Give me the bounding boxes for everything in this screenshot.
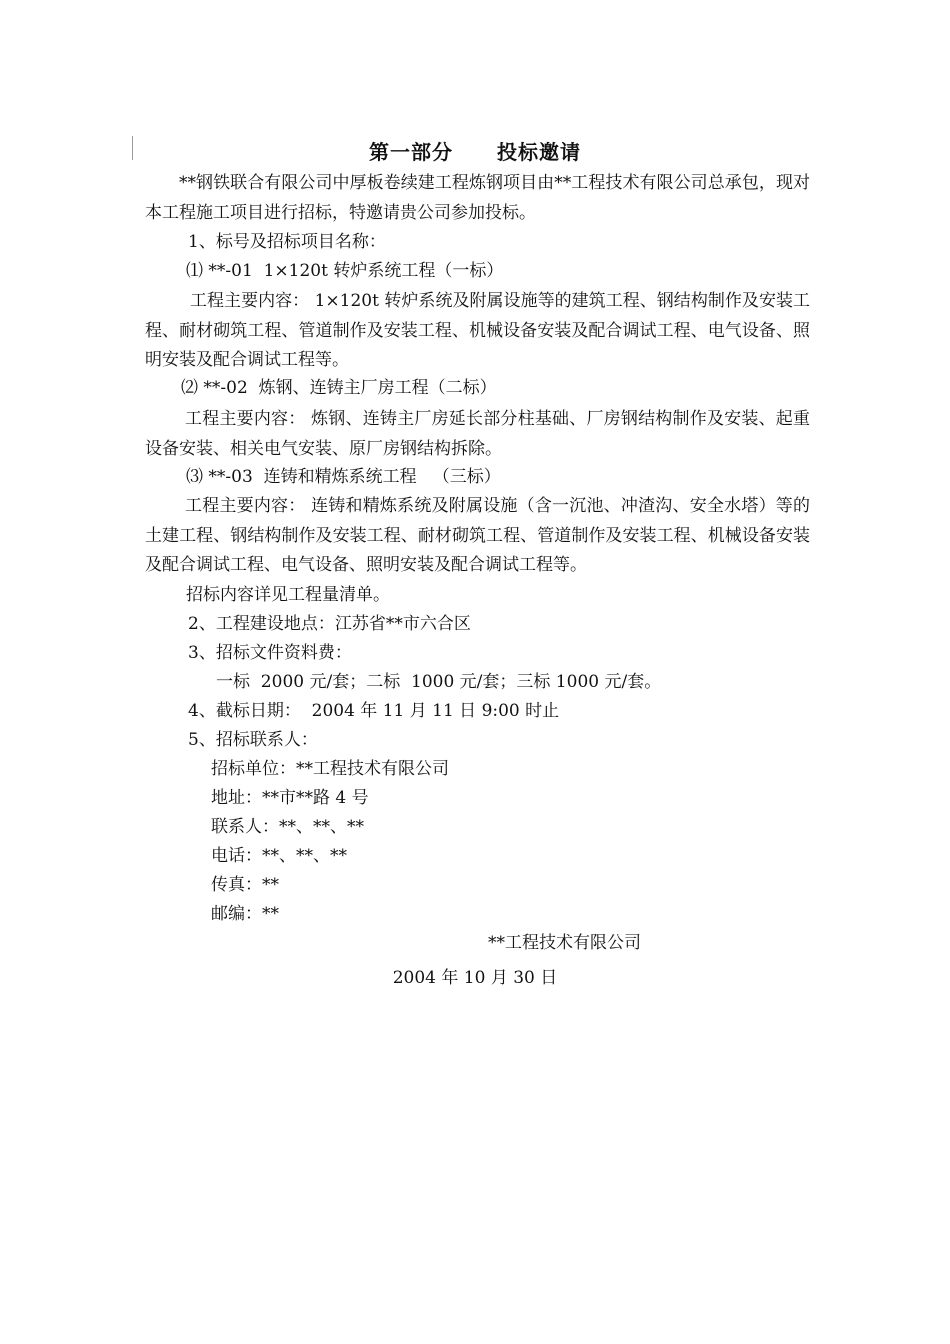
lot3-content: 工程主要内容： 连铸和精炼系统及附属设施（含一沉池、冲渣沟、安全水塔）等的土建工程、钢结构制作及安装工程、耐材砌筑工程、管道制作及安装工程、机械设备安装及配合调试工程、电气设备、照明安装及配合调试工程等。 [145,496,810,575]
lot2-content: 工程主要内容： 炼钢、连铸主厂房延长部分柱基础、厂房钢结构制作及安装、起重设备安装、相关电气安装、原厂房钢结构拆除。 [145,409,810,459]
contact-address: 地址：**市**路 4 号 [211,788,369,808]
lot1-content: 工程主要内容： 1×120t 转炉系统及附属设施等的建筑工程、钢结构制作及安装工程、耐材砌筑工程、管道制作及安装工程、机械设备安装及配合调试工程、电气设备、照明安装及配合调试工程等。 [145,291,810,370]
contact-phone: 电话：**、**、** [211,846,347,866]
signature-date: 2004 年 10 月 30 日 [392,968,558,988]
title-name: 投标邀请 [497,140,581,164]
section3-fees: 一标 2000 元/套；二标 1000 元/套；三标 1000 元/套。 [216,672,662,692]
section1-heading: 1、标号及招标项目名称： [188,232,386,252]
section5-heading: 5、招标联系人： [188,730,318,750]
lot2-heading: ⑵ **-02 炼钢、连铸主厂房工程（二标） [181,378,497,398]
section4-deadline: 4、截标日期： 2004 年 11 月 11 日 9:00 时止 [188,701,560,721]
section3-heading: 3、招标文件资料费： [188,643,352,663]
page-title [0,136,950,165]
contact-postcode: 邮编：** [211,904,279,924]
intro-paragraph: **钢铁联合有限公司中厚板卷续建工程炼钢项目由**工程技术有限公司总承包，现对本工程施工项目进行招标，特邀请贵公司参加投标。 [145,173,810,223]
lot1-heading: ⑴ **-01 1×120t 转炉系统工程（一标） [186,261,504,281]
lot3-heading: ⑶ **-03 连铸和精炼系统工程 （三标） [186,467,501,487]
title-part: 第一部分 [369,140,453,164]
contact-fax: 传真：** [211,875,279,895]
signature-company: **工程技术有限公司 [488,933,641,953]
contact-person: 联系人：**、**、** [211,817,364,837]
section2-location: 2、工程建设地点：江苏省**市六合区 [188,614,471,634]
contact-unit: 招标单位：**工程技术有限公司 [211,759,449,779]
scope-note: 招标内容详见工程量清单。 [186,585,390,605]
